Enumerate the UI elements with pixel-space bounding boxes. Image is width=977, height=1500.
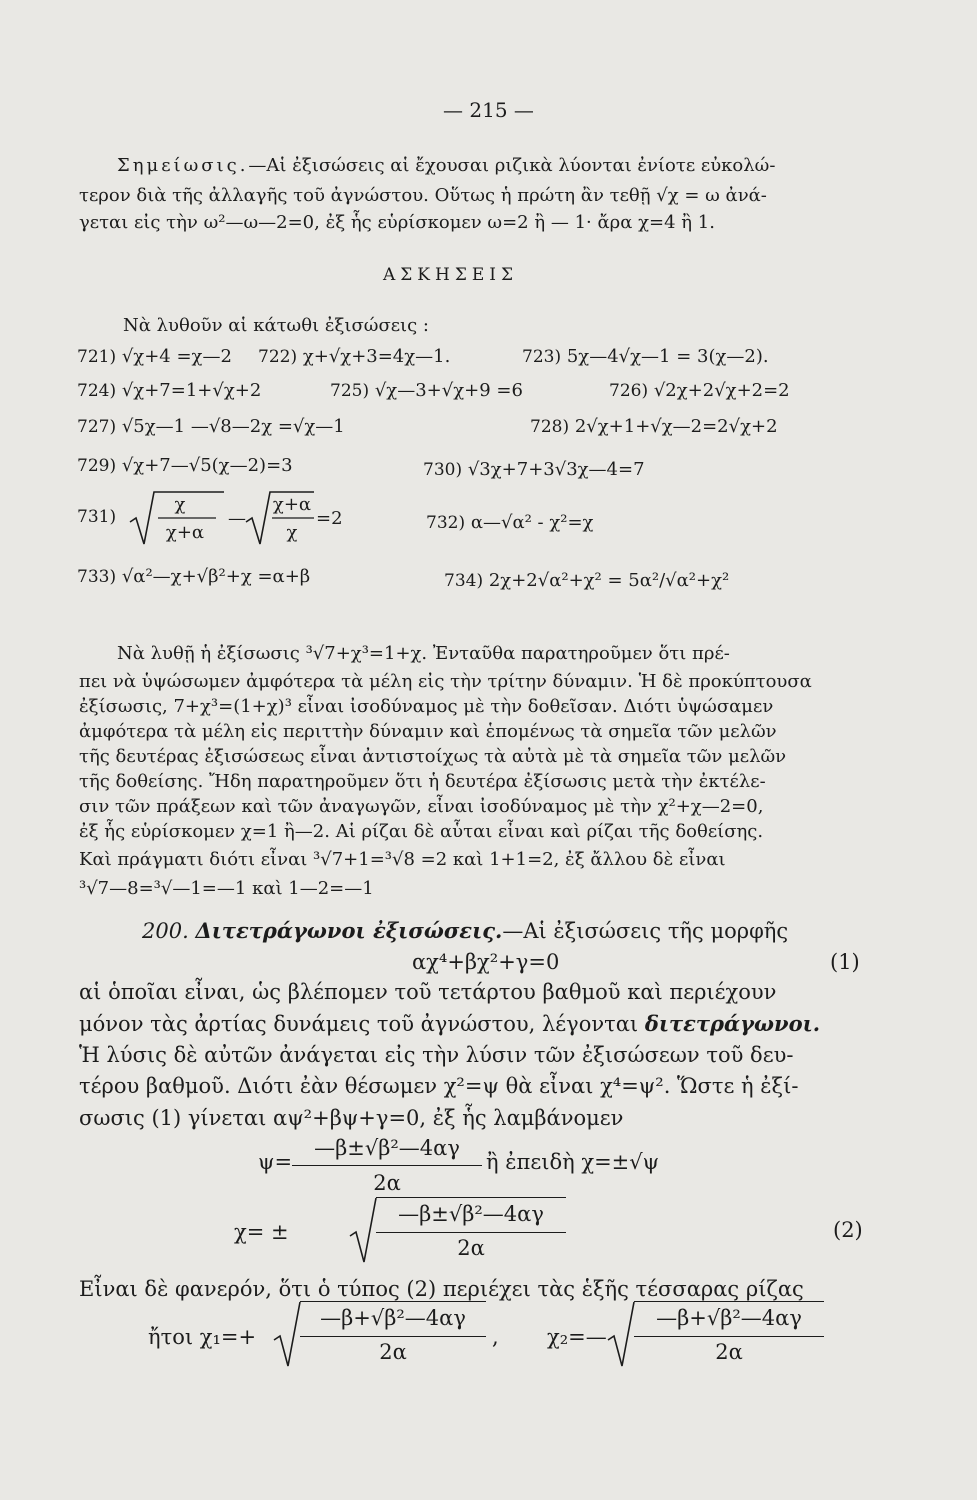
exercise-number: 729) xyxy=(77,456,117,476)
section-title: Διτετράγωνοι ἐξισώσεις. xyxy=(195,918,503,943)
x2-lhs: χ₂=— xyxy=(547,1325,607,1349)
note-line-2: τερον διὰ τῆς ἀλλαγῆς τοῦ ἀγνώστου. Οὕτως ἡ πρώτη ἂν τεθῇ √χ = ω ἀνά- xyxy=(79,185,767,206)
exercise-722 xyxy=(258,346,450,367)
exercise-equation: 2√χ+1+√χ—2=2√χ+2 xyxy=(574,416,778,437)
exercise-equation: α—√α² - χ²=χ xyxy=(470,512,594,533)
exercise-730 xyxy=(423,459,645,480)
exercises-heading: ΑΣΚΗΣΕΙΣ xyxy=(383,265,518,285)
x1-radical-bar xyxy=(300,1301,486,1302)
exercise-number: 728) xyxy=(530,417,570,437)
exercise-number: 733) xyxy=(77,567,117,587)
page-number: — 215 — xyxy=(443,98,534,122)
body-line-6: τῆς δοθείσης. Ἤδη παρατηροῦμεν ὅτι ἡ δευτέρα ἐξίσωσις μετὰ τὴν ἐκτέλε- xyxy=(79,771,766,792)
exercise-733 xyxy=(77,566,310,587)
exercise-equation: √5χ—1 —√8—2χ =√χ—1 xyxy=(121,416,345,437)
section-200-line-1 xyxy=(142,918,788,943)
x2-denominator: 2α xyxy=(715,1340,743,1364)
exercise-equation: χ+√χ+3=4χ—1. xyxy=(302,346,451,367)
svg-text:χ+α: χ+α xyxy=(165,522,205,543)
section-text-6: σωσις (1) γίνεται αψ²+βψ+γ=0, ἐξ ἧς λαμβάνομεν xyxy=(79,1106,624,1130)
chi-fraction-bar xyxy=(376,1232,566,1233)
body-line-2: πει νὰ ὑψώσωμεν ἀμφότερα τὰ μέλη εἰς τὴν τρίτην δύναμιν. Ἡ δὲ προκύπτουσα xyxy=(79,671,812,692)
exercise-equation: √χ+7—√5(χ—2)=3 xyxy=(121,455,293,476)
note-line-3: γεται εἰς τὴν ω²—ω—2=0, ἐξ ἧς εὑρίσκομεν ω=2 ἢ — 1· ἄρα χ=4 ἢ 1. xyxy=(79,212,715,233)
note-text-1: —Αἱ ἐξισώσεις αἱ ἔχουσαι ριζικὰ λύονται ἐνίοτε εὐκολώ- xyxy=(248,155,776,176)
x1-fraction-bar xyxy=(300,1336,486,1337)
exercises-intro: Νὰ λυθοῦν αἱ κάτωθι ἐξισώσεις : xyxy=(123,315,429,336)
exercise-725 xyxy=(330,380,523,401)
exercise-732 xyxy=(426,512,593,533)
note-label: Σημείωσις. xyxy=(117,155,249,176)
section-text-4: Ἡ λύσις δὲ αὐτῶν ἀνάγεται εἰς τὴν λύσιν τῶν ἐξισώσεων τοῦ δευ- xyxy=(79,1043,794,1067)
chi-denominator: 2α xyxy=(457,1236,485,1260)
chi-lhs: χ= ± xyxy=(234,1220,289,1244)
section-text-7: Εἶναι δὲ φανερόν, ὅτι ὁ τύπος (2) περιέχει τὰς ἑξῆς τέσσαρας ρίζας xyxy=(79,1277,804,1301)
body-line-8: ἐξ ἧς εὑρίσκομεν χ=1 ἢ—2. Αἱ ρίζαι δὲ αὗται εἶναι καὶ ρίζαι τῆς δοθείσης. xyxy=(79,821,764,842)
section-number: 200. xyxy=(142,919,189,943)
exercise-731-formula xyxy=(128,488,348,548)
exercise-729 xyxy=(77,455,293,476)
x2-fraction-bar xyxy=(634,1336,824,1337)
body-line-7: σιν τῶν πράξεων καὶ τῶν ἀναγωγῶν, εἶναι ἰσοδύναμος μὲ τὴν χ²+χ—2=0, xyxy=(79,796,764,817)
exercise-721 xyxy=(77,346,232,367)
exercise-727 xyxy=(77,416,345,437)
psi-lhs: ψ= xyxy=(258,1150,293,1174)
exercise-number: 721) xyxy=(77,347,117,367)
exercise-726 xyxy=(609,380,790,401)
term-ditetragonoi: διτετράγωνοι. xyxy=(644,1011,821,1036)
exercise-equation: 2χ+2√α²+χ² = 5α²/√α²+χ² xyxy=(488,570,730,591)
exercise-equation: 5χ—4√χ—1 = 3(χ—2). xyxy=(566,346,769,367)
note-line-1 xyxy=(117,155,775,176)
svg-text:χ+α: χ+α xyxy=(272,494,312,515)
psi-fraction-bar xyxy=(292,1165,482,1166)
exercise-equation: √3χ+7+3√3χ—4=7 xyxy=(467,459,645,480)
section-text-2: αἱ ὁποῖαι εἶναι, ὡς βλέπομεν τοῦ τετάρτου βαθμοῦ καὶ περιέχουν xyxy=(79,980,777,1004)
exercise-equation: √2χ+2√χ+2=2 xyxy=(653,380,790,401)
body-line-4: ἀμφότερα τὰ μέλη εἰς περιττὴν δύναμιν καὶ ἑπομένως τὰ σημεῖα τῶν μελῶν xyxy=(79,721,777,742)
x1-radical-icon xyxy=(272,1300,302,1370)
svg-text:=2: =2 xyxy=(316,508,343,529)
psi-numerator: —β±√β²—4αγ xyxy=(314,1136,460,1160)
equation-1: αχ⁴+βχ²+γ=0 xyxy=(412,950,560,974)
exercise-number: 731) xyxy=(77,507,117,527)
chi-tag: (2) xyxy=(833,1218,863,1242)
exercise-number: 725) xyxy=(330,381,370,401)
exercise-equation: √α²—χ+√β²+χ =α+β xyxy=(121,566,311,587)
svg-text:—: — xyxy=(228,508,246,529)
exercise-number: 724) xyxy=(77,381,117,401)
exercise-731 xyxy=(77,506,116,527)
exercise-equation: √χ+7=1+√χ+2 xyxy=(121,380,262,401)
svg-text:χ: χ xyxy=(286,522,298,543)
exercise-number: 730) xyxy=(423,460,463,480)
section-text-3: μόνον τὰς ἀρτίας δυνάμεις τοῦ ἀγνώστου, λέγονται διτετράγωνοι. xyxy=(79,1011,821,1036)
psi-denominator: 2α xyxy=(373,1171,401,1195)
exercise-number: 727) xyxy=(77,417,117,437)
psi-tail: ἢ ἐπειδὴ χ=±√ψ xyxy=(486,1150,660,1174)
section-text-5: τέρου βαθμοῦ. Διότι ἐὰν θέσωμεν χ²=ψ θὰ εἶναι χ⁴=ψ². Ὥστε ἡ ἐξί- xyxy=(79,1074,799,1098)
x2-numerator: —β+√β²—4αγ xyxy=(656,1306,802,1330)
chi-radical-icon xyxy=(348,1196,378,1266)
exercise-number: 723) xyxy=(522,347,562,367)
body-line-3: ἐξίσωσις, 7+χ³=(1+χ)³ εἶναι ἰσοδύναμος μὲ τὴν δοθεῖσαν. Διότι ὑψώσαμεν xyxy=(79,696,774,717)
chi-numerator: —β±√β²—4αγ xyxy=(398,1202,544,1226)
x1-lhs: ἤτοι χ₁=+ xyxy=(148,1325,257,1349)
exercise-724 xyxy=(77,380,261,401)
x-separator: , xyxy=(492,1325,499,1349)
exercise-number: 734) xyxy=(444,571,484,591)
exercise-number: 732) xyxy=(426,513,466,533)
section-text-1: —Αἱ ἐξισώσεις τῆς μορφῆς xyxy=(502,919,789,943)
x1-numerator: —β+√β²—4αγ xyxy=(320,1306,466,1330)
body-line-5: τῆς δευτέρας ἐξισώσεως εἶναι ἀντιστοίχως τὰ αὐτὰ μὲ τὰ σημεῖα τῶν μελῶν xyxy=(79,746,787,767)
x2-radical-bar xyxy=(634,1301,824,1302)
svg-text:χ: χ xyxy=(174,494,186,515)
chi-radical-bar xyxy=(376,1197,566,1198)
exercise-734 xyxy=(444,570,729,591)
exercise-723 xyxy=(522,346,769,367)
exercise-equation: √χ+4 =χ—2 xyxy=(121,346,232,367)
equation-1-tag: (1) xyxy=(830,950,860,974)
body-line-1: Νὰ λυθῇ ἡ ἐξίσωσις ³√7+χ³=1+χ. Ἐνταῦθα παρατηροῦμεν ὅτι πρέ- xyxy=(117,643,730,664)
exercise-number: 722) xyxy=(258,347,298,367)
exercise-728 xyxy=(530,416,778,437)
x1-denominator: 2α xyxy=(379,1340,407,1364)
exercise-equation: √χ—3+√χ+9 =6 xyxy=(374,380,523,401)
body-line-10: ³√7—8=³√—1=—1 καὶ 1—2=—1 xyxy=(79,878,374,899)
x2-radical-icon xyxy=(606,1300,636,1370)
exercise-number: 726) xyxy=(609,381,649,401)
body-line-9: Καὶ πράγματι διότι εἶναι ³√7+1=³√8 =2 καὶ 1+1=2, ἐξ ἄλλου δὲ εἶναι xyxy=(79,849,726,870)
